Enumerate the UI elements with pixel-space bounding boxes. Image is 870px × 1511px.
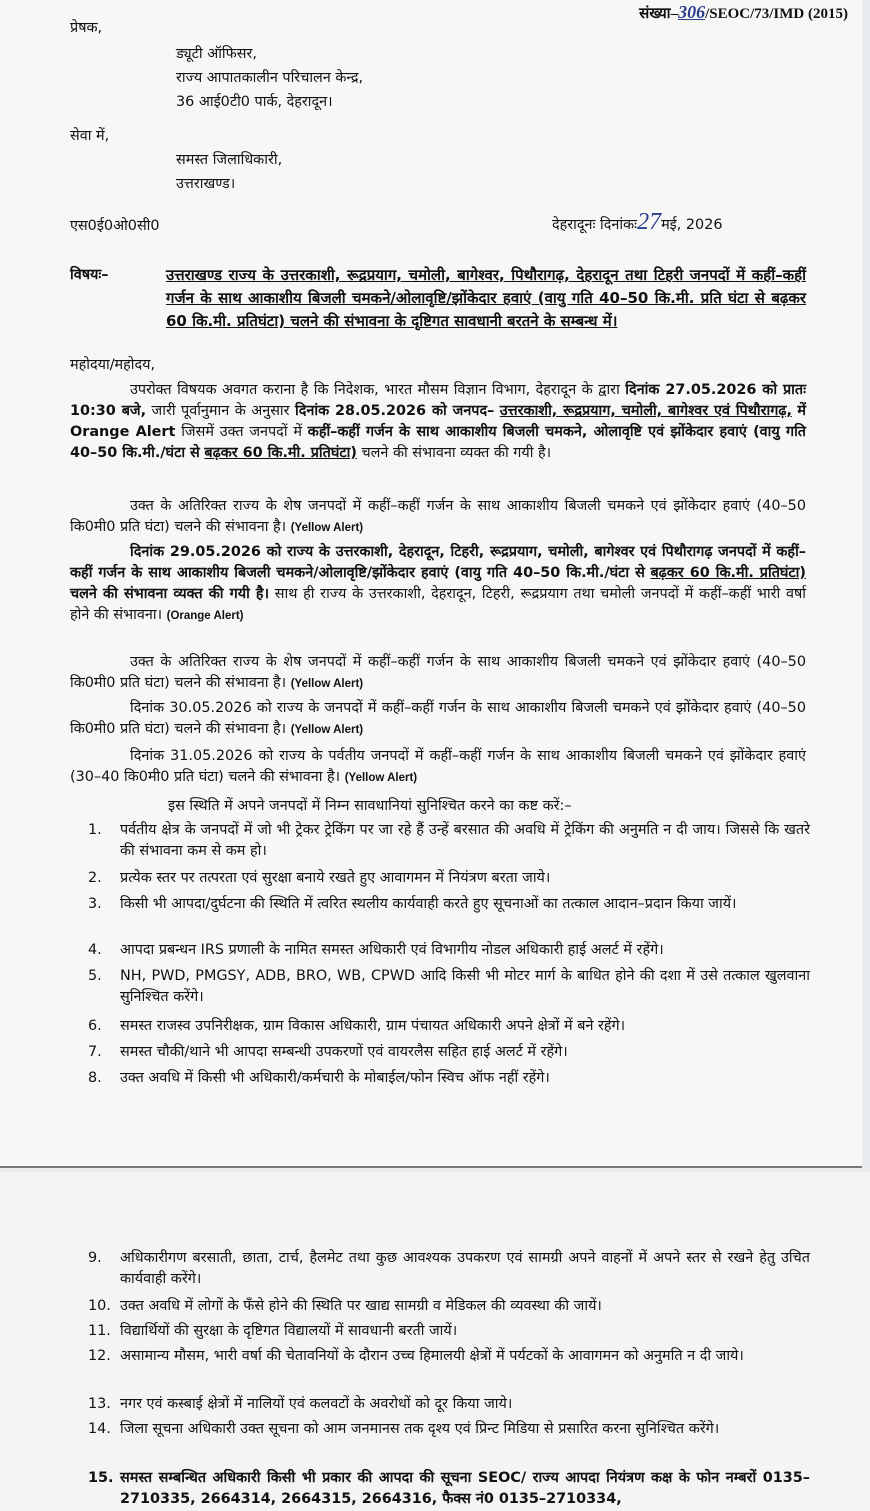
yellow-alert-tag: (Yellow Alert) xyxy=(290,522,364,534)
item-number: 2. xyxy=(88,870,102,886)
orange-alert-tag: (Orange Alert) xyxy=(166,610,244,622)
paragraph-remaining-districts-28 xyxy=(70,496,806,539)
item-number: 8. xyxy=(88,1070,102,1086)
office-code: एस0ई0ओ0सी0 xyxy=(70,218,160,234)
item-number: 12. xyxy=(88,1348,111,1364)
item-text: उक्त अवधि में लोगों के फँसे होने की स्थिति पर खाद्य सामग्री व मेडिकल की व्यवस्था की जायें। xyxy=(120,1298,602,1314)
paragraph-forecast-29 xyxy=(70,542,806,627)
item-text: असामान्य मौसम, भारी वर्षा की चेतावनियों के दौरान उच्च हिमालयी क्षेत्रों में पर्यटकों के आवागमन को अनुमति न दी जाये। xyxy=(120,1348,744,1364)
subject-label: विषयः– xyxy=(70,267,109,283)
yellow-alert-tag: (Yellow Alert) xyxy=(290,678,364,690)
subject-text: उत्तराखण्ड राज्य के उत्तरकाशी, रूद्रप्रयाग, चमोली, बागेश्वर, पिथौरागढ़, देहरादून तथा टिहरी जनपदों में कहीं–कहीं गर्जन के साथ आकाशीय बिजली चमकने/ओलावृष्टि/झोंकेदार हवाएं (वायु गति 40–50 कि.मी. प्रति घंटा से बढ़कर 60 कि.मी. प्रतिघंटा) चलने की संभावना के दृष्टिगत सावधानी बरतने के सम्बन्ध में। xyxy=(166,266,806,330)
text: चलने की संभावना व्यक्त की गयी है। xyxy=(361,445,552,461)
instructions-intro: इस स्थिति में अपने जनपदों में निम्न सावधानियां सुनिश्चित करने का कष्ट करें:– xyxy=(168,798,572,814)
text: दिनांक 31.05.2026 को राज्य के पर्वतीय जनपदों में कहीं–कहीं गर्जन के साथ आकाशीय बिजली चमकने एवं झोंकेदार हवाएं (30–40 कि0मी0 प्रति घंटा) चलने की संभावना है। xyxy=(70,748,806,785)
item-text: प्रत्येक स्तर पर तत्परता एवं सुरक्षा बनाये रखते हुए आवागमन में नियंत्रण बरता जाये। xyxy=(120,870,551,886)
from-line: राज्य आपातकालीन परिचालन केन्द्र, xyxy=(176,70,364,86)
letter-page-2 xyxy=(0,1172,870,1511)
text: साथ ही राज्य के उत्तरकाशी, देहरादून, टिहरी, रूद्रप्रयाग तथा चमोली जनपदों में कहीं–कहीं भारी वर्षा होने की संभावना। xyxy=(70,586,806,623)
text: जारी पूर्वानुमान के अनुसार xyxy=(151,403,290,419)
paragraph-remaining-districts-29 xyxy=(70,652,806,695)
item-number: 14. xyxy=(88,1421,111,1437)
item-text: NH, PWD, PMGSY, ADB, BRO, WB, CPWD आदि किसी भी मोटर मार्ग के बाधित होने की दशा में उसे तत्काल खुलवाना सुनिश्चित करेंगे। xyxy=(120,968,810,1005)
to-line: समस्त जिलाधिकारी, xyxy=(176,152,283,168)
text: चलने की संभावना व्यक्त की गयी है। xyxy=(70,586,270,602)
text: दिनांक 30.05.2026 को राज्य के जनपदों में कहीं–कहीं गर्जन के साथ आकाशीय बिजली चमकने एवं झोंकेदार हवाएं (40–50 कि0मी0 प्रति घंटा) चलने की संभावना है। xyxy=(70,700,806,737)
from-line: ड्यूटी ऑफिसर, xyxy=(176,46,257,62)
to-label: सेवा में, xyxy=(70,128,110,144)
item-text: जिला सूचना अधिकारी उक्त सूचना को आम जनमानस तक दृश्य एवं प्रिन्ट मिडिया से प्रसारित करना सुनिश्चित करेंगे। xyxy=(120,1421,720,1437)
text: उत्तरकाशी, रूद्रप्रयाग, चमोली, बागेश्वर एवं पिथौरागढ़, xyxy=(499,403,792,419)
item-text: पर्वतीय क्षेत्र के जनपदों में जो भी ट्रेकर ट्रेकिंग पर जा रहे हैं उन्हें बरसात की अवधि में ट्रेकिंग की अनुमति न दी जाय। जिससे कि खतरे की संभावना कम से कम हो। xyxy=(120,822,810,859)
item-number: 7. xyxy=(88,1044,102,1060)
reference-handwritten-number: 306 xyxy=(678,2,706,22)
from-block xyxy=(176,42,363,114)
item-text: अधिकारीगण बरसाती, छाता, टार्च, हैलमेट तथा कुछ आवश्यक उपकरण एवं सामग्री अपने वाहनों में अपने स्तर से रखने हेतु उचित कार्यवाही करेंगे। xyxy=(120,1250,810,1287)
date-suffix: मई, 2026 xyxy=(661,217,723,233)
salutation: महोदया/महोदय, xyxy=(70,357,156,373)
to-block xyxy=(176,148,282,196)
text: जिसमें उक्त जनपदों में xyxy=(181,424,302,440)
item-number: 5. xyxy=(88,968,102,984)
text: में Orange Alert xyxy=(70,403,807,440)
item-number: 1. xyxy=(88,822,102,838)
date-prefix: देहरादूनः दिनांकः xyxy=(552,217,638,233)
text: कहीं–कहीं गर्जन के साथ आकाशीय बिजली चमकने, ओलावृष्टि एवं झोंकेदार हवाएं (वायु गति 40–50 कि.मी./घंटा से xyxy=(70,424,807,461)
text: दिनांक 28.05.2026 को जनपद– xyxy=(295,403,495,419)
item-number: 3. xyxy=(88,896,102,912)
paragraph-forecast-30 xyxy=(70,698,806,741)
item-text: समस्त राजस्व उपनिरीक्षक, ग्राम विकास अधिकारी, ग्राम पंचायत अधिकारी अपने क्षेत्रों में बने रहेंगे। xyxy=(120,1018,626,1034)
item-number: 6. xyxy=(88,1018,102,1034)
item-text: समस्त चौकी/थाने भी आपदा सम्बन्धी उपकरणों एवं वायरलैस सहित हाई अलर्ट में रहेंगे। xyxy=(120,1044,568,1060)
item-number: 11. xyxy=(88,1323,111,1339)
item-text: किसी भी आपदा/दुर्घटना की स्थिति में त्वरित स्थलीय कार्यवाही करते हुए सूचनाओं का तत्काल आदान–प्रदान किया जायें। xyxy=(120,896,737,912)
date-handwritten-day: 27 xyxy=(637,209,662,235)
item-text: नगर एवं कस्बाई क्षेत्रों में नालियों एवं कलवटों के अवरोधों को दूर किया जाये। xyxy=(120,1396,513,1412)
item-number: 9. xyxy=(88,1250,102,1266)
item-text: आपदा प्रबन्धन IRS प्रणाली के नामित समस्त अधिकारी एवं विभागीय नोडल अधिकारी हाई अलर्ट में रहेंगे। xyxy=(120,942,664,958)
yellow-alert-tag: (Yellow Alert) xyxy=(344,772,418,784)
reference-suffix: /SEOC/73/IMD (2015) xyxy=(705,6,848,22)
item-number: 13. xyxy=(88,1396,111,1412)
letter-date xyxy=(552,209,723,236)
yellow-alert-tag: (Yellow Alert) xyxy=(290,724,364,736)
item-number: 4. xyxy=(88,942,102,958)
item-number: 15. xyxy=(88,1470,114,1486)
from-label: प्रेषक, xyxy=(70,20,103,36)
reference-label: संख्या– xyxy=(639,6,679,22)
paragraph-forecast-31 xyxy=(70,746,806,789)
item-text: विद्यार्थियों की सुरक्षा के दृष्टिगत विद्यालयों में सावधानी बरती जायें। xyxy=(120,1323,458,1339)
text: दिनांक 29.05.2026 को राज्य के उत्तरकाशी, देहरादून, टिहरी, रूद्रप्रयाग, चमोली, बागेश्वर एवं पिथौरागढ़ जनपदों में कहीं–कहीं गर्जन के साथ आकाशीय बिजली चमकने/ओलावृष्टि/झोंकेदार हवाएं (वायु गति 40–50 कि.मी./घंटा से xyxy=(70,544,806,581)
text: उक्त के अतिरिक्त राज्य के शेष जनपदों में कहीं–कहीं गर्जन के साथ आकाशीय बिजली चमकने एवं झोंकेदार हवाएं (40–50 कि0मी0 प्रति घंटा) चलने की संभावना है। xyxy=(70,654,806,691)
text: बढ़कर 60 कि.मी. प्रतिघंटा) xyxy=(204,445,357,461)
text: दिनांक 27.05.2026 को प्रातः 10:30 बजे, xyxy=(70,382,806,419)
reference-number xyxy=(639,2,848,23)
from-line: 36 आई0टी0 पार्क, देहरादून। xyxy=(176,94,333,110)
text: बढ़कर 60 कि.मी. प्रतिघंटा) xyxy=(650,565,806,581)
item-text: उक्त अवधि में किसी भी अधिकारी/कर्मचारी के मोबाईल/फोन स्विच ऑफ नहीं रहेंगे। xyxy=(120,1070,550,1086)
item-text: समस्त सम्बन्धित अधिकारी किसी भी प्रकार की आपदा की सूचना SEOC/ राज्य आपदा नियंत्रण कक्ष के फोन नम्बरों 0135–2710335, 2664314, 2664315, 2664316, फैक्स नं0 0135–2710334, xyxy=(120,1470,810,1507)
to-line: उत्तराखण्ड। xyxy=(176,176,236,192)
item-number: 10. xyxy=(88,1298,111,1314)
text: उक्त के अतिरिक्त राज्य के शेष जनपदों में कहीं–कहीं गर्जन के साथ आकाशीय बिजली चमकने एवं झोंकेदार हवाएं (40–50 कि0मी0 प्रति घंटा) चलने की संभावना है। xyxy=(70,498,806,535)
text: उपरोक्त विषयक अवगत कराना है कि निदेशक, भारत मौसम विज्ञान विभाग, देहरादून के द्वारा xyxy=(130,382,620,398)
paragraph-forecast-28 xyxy=(70,380,806,464)
